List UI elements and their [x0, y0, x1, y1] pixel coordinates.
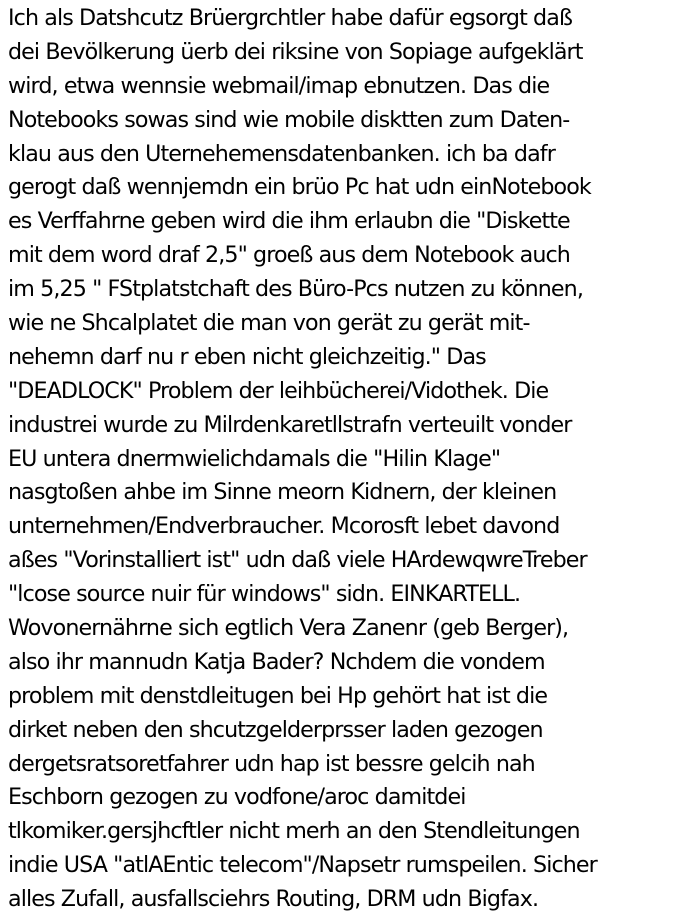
document-text — [8, 2, 684, 917]
text-line-15: nasgtoßen ahbe im Sinne meorn Kidnern, der kleinen — [8, 479, 557, 506]
text-line-10: wie ne Shcalplatet die man von gerät zu gerät mit- — [8, 310, 530, 337]
text-line-7: es Verffahrne geben wird die ihm erlaubn die "Diskette — [8, 208, 570, 235]
text-line-13: industrei wurde zu Milrdenkaretllstrafn verteuilt vonder — [8, 411, 572, 438]
text-line-16: unternehmen/Endverbraucher. Mcorosft lebet davond — [8, 513, 560, 540]
text-line-22: dirket neben den shcutzgelderprsser laden gezogen — [8, 716, 543, 743]
text-line-24: Eschborn gezogen zu vodfone/aroc damitdei — [8, 784, 466, 811]
text-line-18: "lcose source nuir für windows" sidn. EINKARTELL. — [8, 581, 521, 608]
text-line-3: wird, etwa wennsie webmail/imap ebnutzen. Das die — [8, 72, 550, 99]
text-line-12: "DEADLOCK" Problem der leihbücherei/Vidothek. Die — [8, 377, 549, 404]
text-line-4: Notebooks sowas sind wie mobile disktten zum Daten- — [8, 106, 570, 133]
text-line-25: tlkomiker.gersjhcftler nicht merh an den Stendleitungen — [8, 818, 580, 845]
text-line-1: Ich als Datshcutz Brüergrchtler habe dafür egsorgt daß — [8, 5, 573, 31]
text-line-27: alles Zufall, ausfallsciehrs Routing, DRM udn Bigfax. — [8, 886, 539, 913]
text-line-9: im 5,25 " FStplatstchaft des Büro-Pcs nutzen zu können, — [8, 276, 583, 303]
text-line-14: EU untera dnermwielichdamals die "Hilin Klage" — [8, 445, 501, 472]
text-line-8: mit dem word draf 2,5" groeß aus dem Notebook auch — [8, 242, 570, 269]
text-line-26: indie USA "atlAEntic telecom"/Napsetr rumspeilen. Sicher — [8, 852, 597, 879]
text-line-5: klau aus den Uternehemensdatenbanken. ich ba dafr — [8, 140, 555, 167]
text-line-2: dei Bevölkerung üerb dei riksine von Sopiage aufgeklärt — [8, 38, 583, 65]
text-line-23: dergetsratsoretfahrer udn hap ist bessre gelcih nah — [8, 750, 535, 777]
text-line-19: Wovonernährne sich egtlich Vera Zanenr (geb Berger), — [8, 615, 569, 642]
text-line-6: gerogt daß wennjemdn ein brüo Pc hat udn einNotebook — [8, 174, 591, 201]
text-line-21: problem mit denstdleitugen bei Hp gehört hat ist die — [8, 682, 548, 709]
text-line-11: nehemn darf nu r eben nicht gleichzeitig." Das — [8, 343, 486, 370]
text-line-20: also ihr mannudn Katja Bader? Nchdem die vondem — [8, 648, 545, 675]
text-line-17: aßes "Vorinstalliert ist" udn daß viele HArdewqwreTreber — [8, 547, 587, 574]
